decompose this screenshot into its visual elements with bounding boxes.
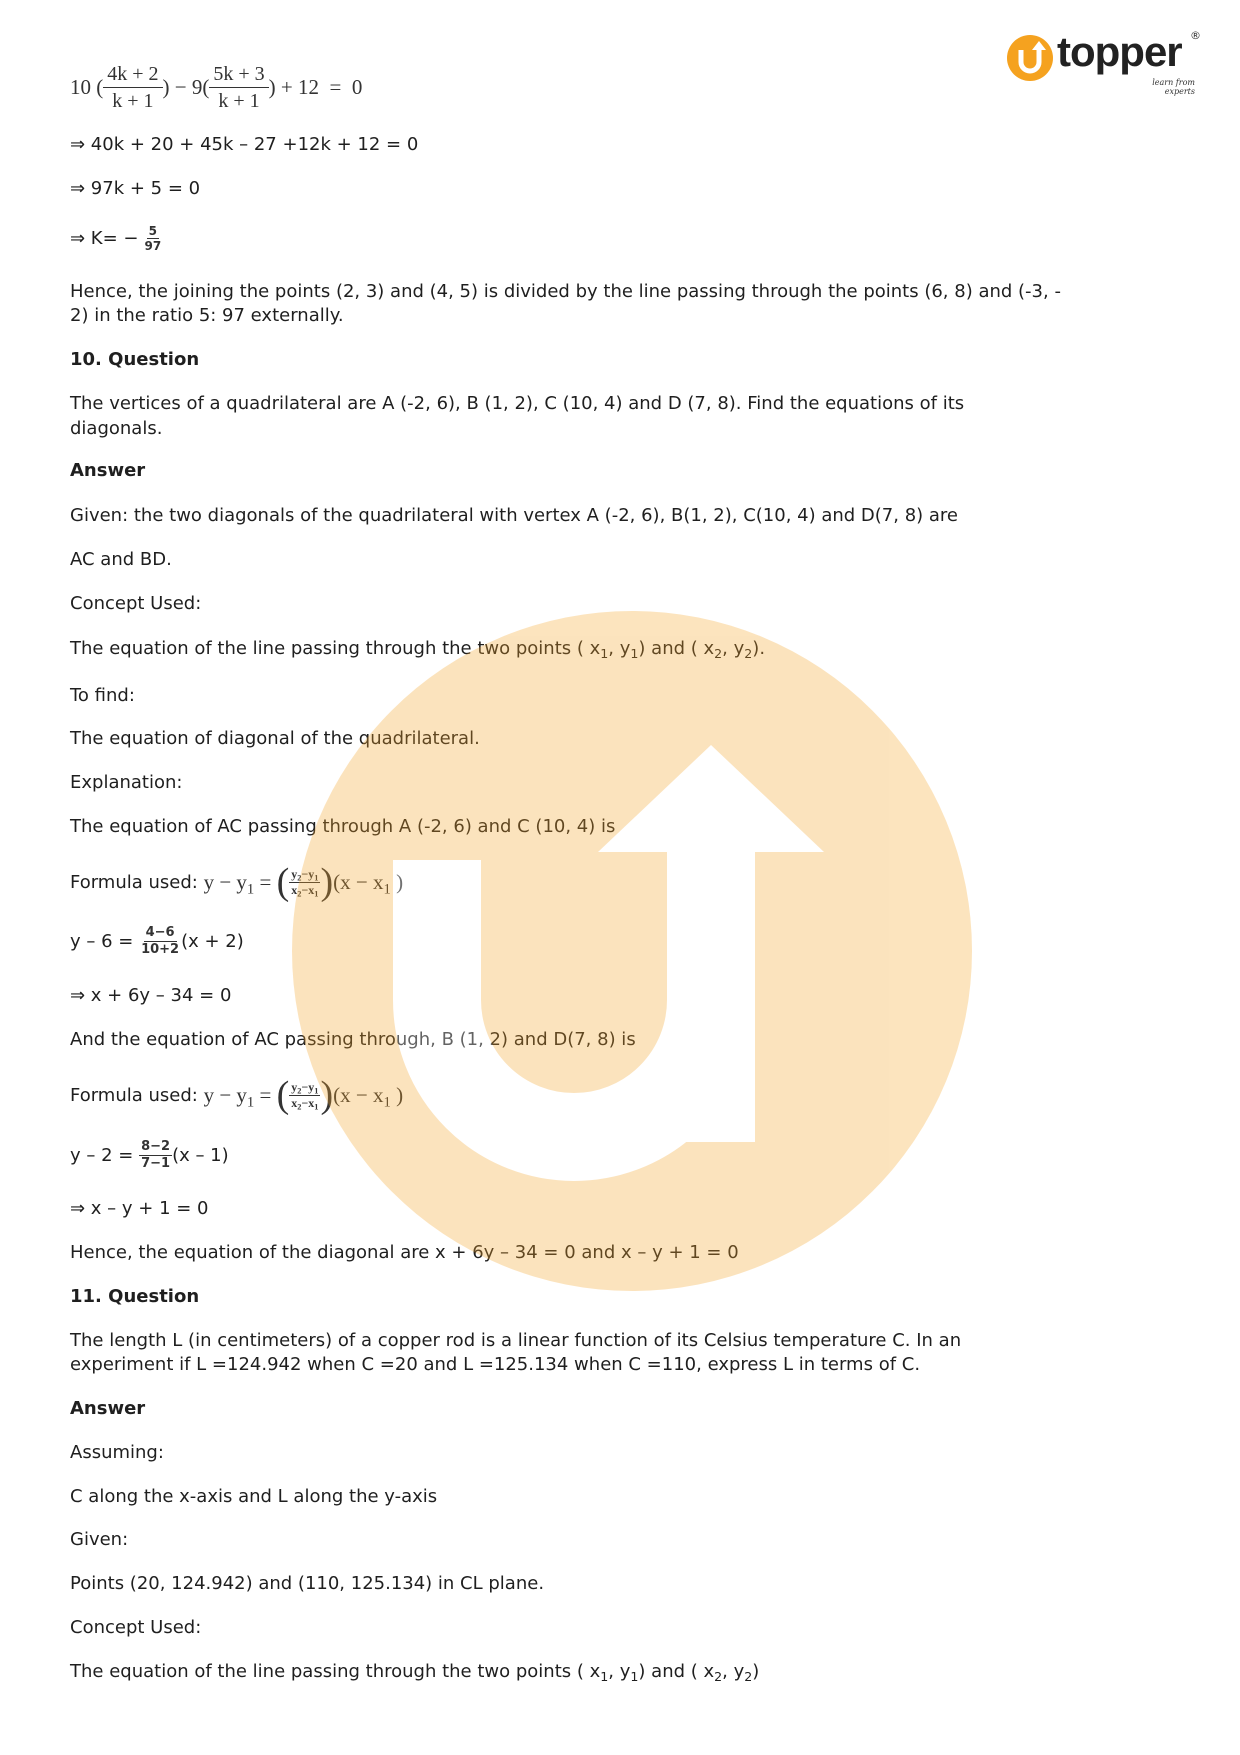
concept-text xyxy=(70,638,765,660)
step-lead: ⇒ K= − xyxy=(70,228,139,249)
topper-logo-mark xyxy=(1005,33,1055,83)
fraction-1 xyxy=(103,61,162,114)
subscript: 2 xyxy=(297,1102,302,1112)
concept-part: The equation of the line passing through the two points ( x xyxy=(70,638,601,659)
left-paren: ( xyxy=(276,1074,290,1116)
slope-fraction xyxy=(289,1080,320,1111)
concept-part: , y xyxy=(722,638,745,659)
concept-part: The equation of the line passing through the two points ( x xyxy=(70,1661,601,1682)
ac-intro: The equation of AC passing through A (-2, 6) and C (10, 4) is xyxy=(70,816,616,837)
frac-part: −x xyxy=(301,1095,315,1110)
registered-mark: ® xyxy=(1190,29,1201,42)
question-heading: 10. Question xyxy=(70,349,200,370)
conclusion-text: Hence, the equation of the diagonal are x + 6y – 34 = 0 and x – y + 1 = 0 xyxy=(70,1242,739,1263)
formula-rhs xyxy=(333,870,403,895)
result-bd: ⇒ x – y + 1 = 0 xyxy=(70,1198,209,1219)
question-heading: 11. Question xyxy=(70,1286,200,1307)
concept-label: Concept Used: xyxy=(70,1617,202,1638)
question-text: The length L (in centimeters) of a copper rod is a linear function of its Celsius temperature C. In an xyxy=(70,1330,962,1351)
logo-tagline: learn from experts xyxy=(1152,78,1195,96)
slope-fraction xyxy=(289,867,320,898)
formula-label: Formula used: xyxy=(70,1084,204,1106)
numerator: 8−2 xyxy=(141,1139,171,1154)
numerator xyxy=(289,867,320,883)
sub-lead: y – 2 = xyxy=(70,1145,140,1166)
assuming-label: Assuming: xyxy=(70,1442,164,1463)
numerator: 4k + 2 xyxy=(103,61,162,88)
substitution-bd xyxy=(70,1139,229,1172)
frac-part: y xyxy=(291,1079,298,1094)
formula-lhs xyxy=(204,1083,277,1108)
conclusion-line: Hence, the joining the points (2, 3) and (4, 5) is divided by the line passing through the points (6, 8) and (-3, - xyxy=(70,281,1061,302)
denominator xyxy=(289,883,320,898)
conclusion-line: 2) in the ratio 5: 97 externally. xyxy=(70,305,344,326)
subscript: 1 xyxy=(314,873,319,883)
concept-part: , y xyxy=(722,1661,745,1682)
numerator: 5k + 3 xyxy=(209,61,268,88)
sub-tail: (x – 1) xyxy=(172,1145,229,1166)
eq-middle: ) − 9( xyxy=(162,75,210,99)
subscript: 1 xyxy=(314,1086,319,1096)
subscript: 2 xyxy=(714,1668,723,1684)
denominator: 97 xyxy=(144,239,162,253)
sub-lead: y – 6 = xyxy=(70,931,140,952)
watermark-arrow-icon xyxy=(598,745,824,852)
watermark-u-icon xyxy=(437,830,711,1137)
ratio-equation xyxy=(70,61,362,114)
given-text: Points (20, 124.942) and (110, 125.134) in CL plane. xyxy=(70,1573,545,1594)
denominator xyxy=(289,1096,320,1111)
subscript: 1 xyxy=(600,645,609,661)
question-text: diagonals. xyxy=(70,418,163,439)
subscript: 2 xyxy=(744,645,753,661)
concept-part: , y xyxy=(608,1661,631,1682)
formula-part: (x − x xyxy=(333,869,384,894)
numerator: 4−6 xyxy=(145,925,175,940)
subscript: 2 xyxy=(297,1086,302,1096)
formula-part: y − y xyxy=(203,1082,247,1107)
concept-text xyxy=(70,1661,759,1683)
given-text: Given: the two diagonals of the quadrilateral with vertex A (-2, 6), B(1, 2), C(10, 4) and D(7, 8) are xyxy=(70,505,959,526)
result-ac: ⇒ x + 6y – 34 = 0 xyxy=(70,985,232,1006)
left-paren: ( xyxy=(276,861,290,903)
eq-tail: ) + 12 = 0 xyxy=(268,75,363,99)
right-paren: ) xyxy=(320,861,334,903)
question-text: The vertices of a quadrilateral are A (-2, 6), B (1, 2), C (10, 4) and D (7, 8). Find the equations of its xyxy=(70,393,965,414)
question-text: experiment if L =124.942 when C =20 and L =125.134 when C =110, express L in terms of C. xyxy=(70,1354,921,1375)
formula-label: Formula used: xyxy=(70,871,204,893)
formula-part: = xyxy=(254,1082,277,1107)
watermark-stem xyxy=(667,990,755,1142)
sub-tail: (x + 2) xyxy=(181,931,244,952)
bd-intro: And the equation of AC passing through, B (1, 2) and D(7, 8) is xyxy=(70,1029,636,1050)
logo-brand-text: topper xyxy=(1057,28,1182,75)
formula-lhs xyxy=(204,870,277,895)
formula-part: (x − x xyxy=(333,1082,384,1107)
subscript: 2 xyxy=(297,889,302,899)
subscript: 2 xyxy=(714,645,723,661)
given-label: Given: xyxy=(70,1529,129,1550)
substitution-ac xyxy=(70,925,244,958)
subscript: 1 xyxy=(383,1093,391,1110)
slope-fraction xyxy=(139,1139,172,1172)
answer-heading: Answer xyxy=(70,460,146,481)
step-expand: ⇒ 40k + 20 + 45k – 27 +12k + 12 = 0 xyxy=(70,134,419,155)
formula-part: = xyxy=(254,869,277,894)
subscript: 2 xyxy=(297,873,302,883)
formula-rhs xyxy=(333,1083,403,1108)
concept-part: ). xyxy=(752,638,766,659)
denominator: 10+2 xyxy=(141,942,180,957)
concept-part: , y xyxy=(608,638,631,659)
subscript: 1 xyxy=(630,1668,639,1684)
subscript: 1 xyxy=(314,1102,319,1112)
fraction-2 xyxy=(209,61,268,114)
formula-part: ) xyxy=(390,1082,404,1107)
denominator: k + 1 xyxy=(218,90,260,112)
denominator: 7−1 xyxy=(141,1156,171,1171)
subscript: 1 xyxy=(314,889,319,899)
numerator xyxy=(289,1080,320,1096)
assuming-text: C along the x-axis and L along the y-axis xyxy=(70,1486,438,1507)
fraction-k xyxy=(143,224,164,253)
concept-part: ) and ( x xyxy=(638,1661,715,1682)
numerator: 5 xyxy=(148,224,158,238)
formula-part: y − y xyxy=(203,869,247,894)
concept-label: Concept Used: xyxy=(70,593,202,614)
watermark-circle xyxy=(292,611,972,1291)
frac-part: y xyxy=(291,866,298,881)
denominator: k + 1 xyxy=(112,90,154,112)
frac-part: −y xyxy=(301,1079,315,1094)
frac-part: x xyxy=(291,882,298,897)
step-solve-k xyxy=(70,224,163,253)
step-simplify: ⇒ 97k + 5 = 0 xyxy=(70,178,201,199)
slope-fraction xyxy=(139,925,181,958)
formula-part: ) xyxy=(390,869,404,894)
frac-part: −x xyxy=(301,882,315,897)
eq-lead: 10 ( xyxy=(70,75,104,99)
concept-part: ) xyxy=(752,1661,760,1682)
right-paren: ) xyxy=(320,1074,334,1116)
given-text: AC and BD. xyxy=(70,549,172,570)
frac-part: −y xyxy=(301,866,315,881)
frac-part: x xyxy=(291,1095,298,1110)
answer-heading: Answer xyxy=(70,1398,146,1419)
subscript: 2 xyxy=(744,1668,753,1684)
formula-line xyxy=(70,862,403,902)
formula-line xyxy=(70,1075,403,1115)
subscript: 1 xyxy=(246,1093,255,1110)
to-find-text: The equation of diagonal of the quadrilateral. xyxy=(70,728,480,749)
explanation-label: Explanation: xyxy=(70,772,183,793)
concept-part: ) and ( x xyxy=(638,638,715,659)
subscript: 1 xyxy=(383,880,391,897)
subscript: 1 xyxy=(600,1668,609,1684)
subscript: 1 xyxy=(630,645,639,661)
to-find-label: To find: xyxy=(70,685,135,706)
subscript: 1 xyxy=(246,880,255,897)
